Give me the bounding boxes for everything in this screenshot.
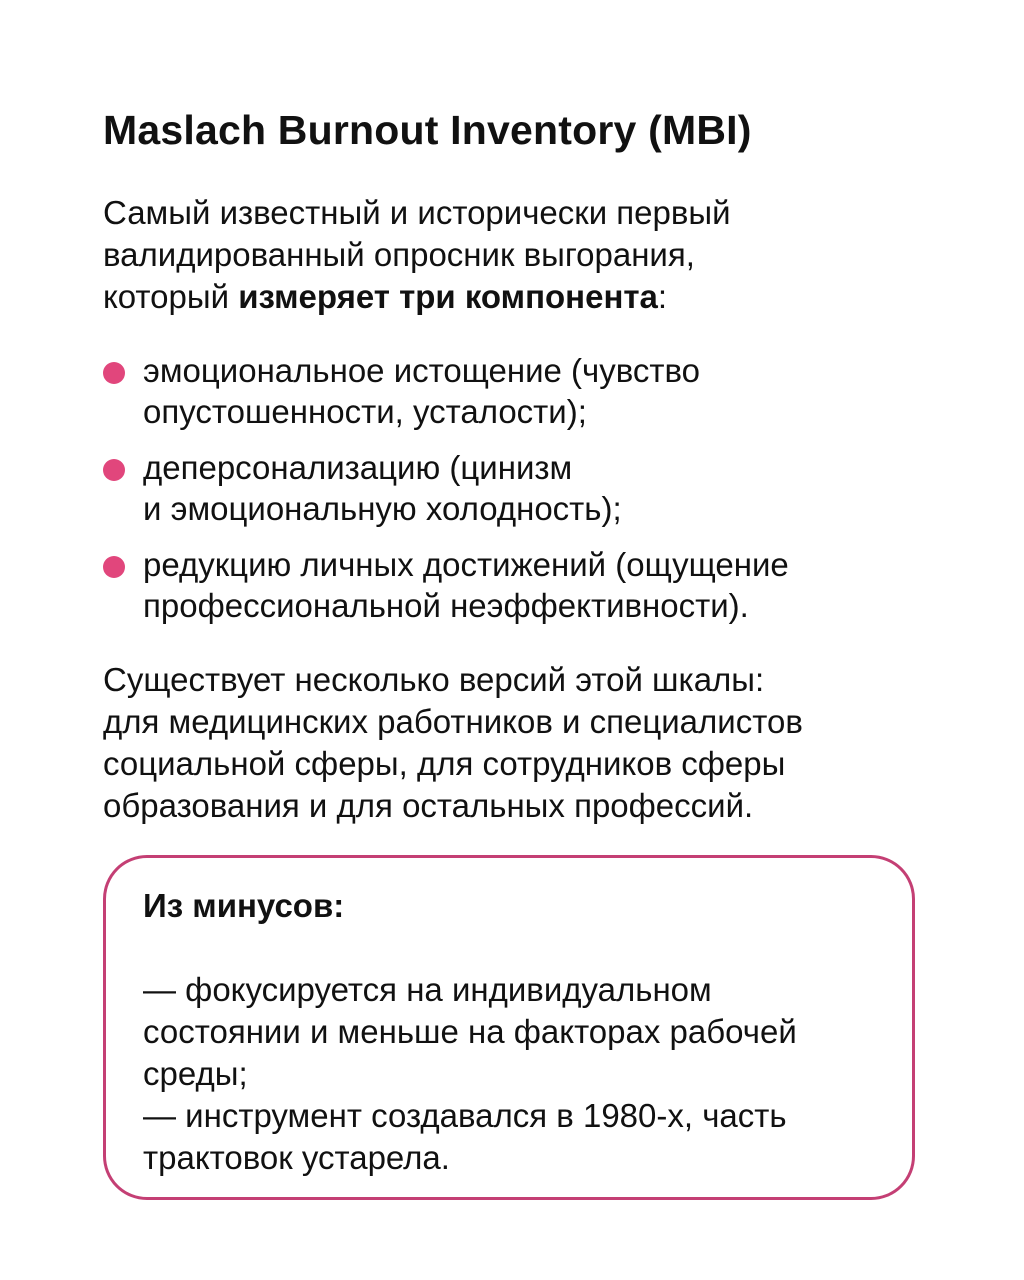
intro-paragraph <box>103 192 903 318</box>
cons-line: — инструмент создавался в 1980-х, часть <box>143 1097 787 1134</box>
intro-emphasis: измеряет три компонента <box>238 278 658 315</box>
list-item-line: эмоциональное истощение (чувство <box>143 352 701 389</box>
bullet-dot-icon <box>103 556 125 578</box>
page-title: Maslach Burnout Inventory (MBI) <box>103 107 752 153</box>
versions-line: образования и для остальных профессий. <box>103 787 754 824</box>
list-item <box>103 447 923 529</box>
list-item-line: опустошенности, усталости); <box>143 393 587 430</box>
cons-line: трактовок устарела. <box>143 1139 450 1176</box>
bullet-dot-icon <box>103 459 125 481</box>
intro-line: валидированный опросник выгорания, <box>103 236 695 273</box>
intro-line <box>103 276 903 318</box>
cons-heading: Из минусов: <box>143 887 345 924</box>
list-item-line: деперсонализацию (цинизм <box>143 449 573 486</box>
versions-line: социальной сферы, для сотрудников сферы <box>103 745 786 782</box>
intro-text: который <box>103 278 239 315</box>
page <box>103 0 923 1280</box>
intro-line: Самый известный и исторически первый <box>103 194 731 231</box>
cons-callout <box>103 855 915 1200</box>
cons-line: — фокусируется на индивидуальном <box>143 971 712 1008</box>
component-list <box>103 350 923 641</box>
list-item-line: и эмоциональную холодность); <box>143 490 622 527</box>
versions-line: для медицинских работников и специалистов <box>103 703 803 740</box>
cons-list <box>143 969 797 1179</box>
list-item <box>103 544 923 626</box>
list-item-line: профессиональной неэффективности). <box>143 587 749 624</box>
bullet-dot-icon <box>103 362 125 384</box>
intro-punctuation: : <box>657 278 668 315</box>
list-item-line: редукцию личных достижений (ощущение <box>143 546 789 583</box>
versions-paragraph <box>103 659 923 827</box>
cons-line: среды; <box>143 1055 248 1092</box>
list-item <box>103 350 923 432</box>
versions-line: Существует несколько версий этой шкалы: <box>103 661 765 698</box>
cons-line: состоянии и меньше на факторах рабочей <box>143 1013 797 1050</box>
